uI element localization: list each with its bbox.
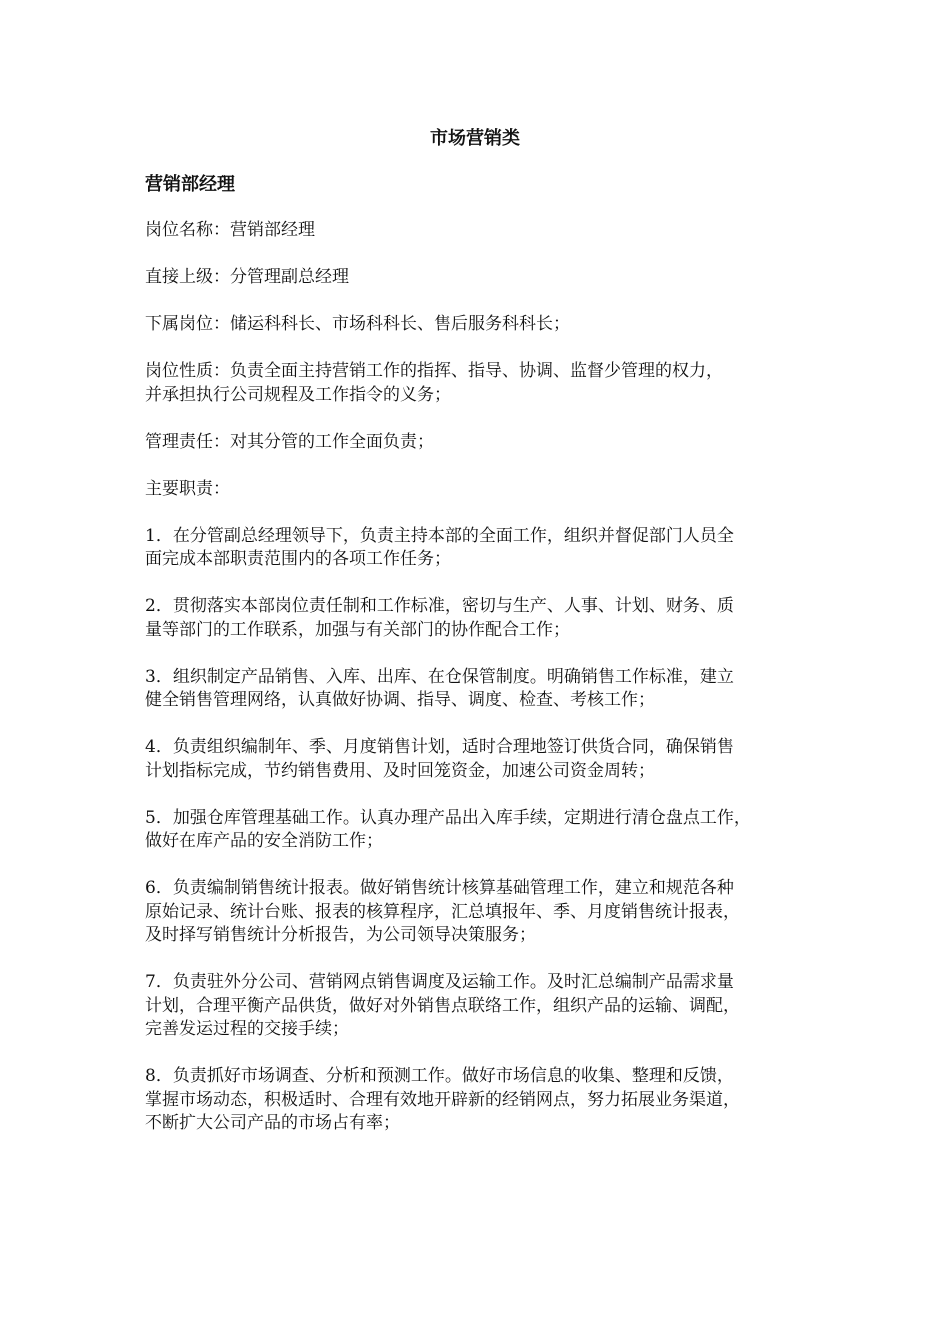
duty-item-line: 7．负责驻外分公司、营销网点销售调度及运输工作。及时汇总编制产品需求量 [145, 972, 734, 992]
position-nature-line-1: 岗位性质：负责全面主持营销工作的指挥、指导、协调、监督少管理的权力， [145, 361, 723, 381]
duty-item-line: 做好在库产品的安全消防工作； [145, 831, 383, 851]
main-duties-label [145, 478, 813, 502]
duty-item-line: 计划，合理平衡产品供货，做好对外销售点联络工作，组织产品的运输、调配， [145, 995, 740, 1016]
management-responsibility-text: 管理责任：对其分管的工作全面负责； [145, 431, 434, 452]
duty-item-3 [145, 666, 813, 713]
position-name-field [145, 219, 813, 243]
duty-item-line: 量等部门的工作联系，加强与有关部门的协作配合工作； [145, 619, 570, 640]
document-title: 市场营销类 [430, 128, 520, 149]
duty-item-2 [145, 595, 813, 642]
duty-item-5 [145, 807, 813, 854]
duty-item-1 [145, 525, 813, 572]
duty-item-line: 不断扩大公司产品的市场占有率； [145, 1113, 400, 1133]
section-heading: 营销部经理 [145, 174, 235, 195]
direct-superior-field [145, 266, 813, 290]
duty-item-line: 及时择写销售统计分析报告，为公司领导决策服务； [145, 925, 536, 945]
duty-item-line: 5．加强仓库管理基础工作。认真办理产品出入库手续，定期进行清仓盘点工作， [145, 807, 751, 828]
duty-item-line: 2．贯彻落实本部岗位责任制和工作标准，密切与生产、人事、计划、财务、质 [145, 596, 734, 616]
duty-item-line: 原始记录、统计台账、报表的核算程序，汇总填报年、季、月度销售统计报表， [145, 901, 740, 922]
position-nature-field [145, 360, 813, 407]
duty-item-line: 1．在分管副总经理领导下，负责主持本部的全面工作，组织并督促部门人员全 [145, 525, 734, 546]
duty-item-line: 4．负责组织编制年、季、月度销售计划，适时合理地签订供货合同，确保销售 [145, 737, 734, 757]
duty-item-line: 8．负责抓好市场调查、分析和预测工作。做好市场信息的收集、整理和反馈， [145, 1066, 734, 1086]
position-name-text: 岗位名称：营销部经理 [145, 220, 315, 240]
subordinates-text: 下属岗位：储运科科长、市场科科长、售后服务科科长； [145, 314, 570, 334]
subordinates-field [145, 313, 813, 337]
management-responsibility-field [145, 431, 813, 455]
duty-item-line: 健全销售管理网络，认真做好协调、指导、调度、检查、考核工作； [145, 690, 655, 710]
direct-superior-text: 直接上级：分管理副总经理 [145, 267, 349, 287]
duty-item-line: 计划指标完成，节约销售费用、及时回笼资金，加速公司资金周转； [145, 760, 655, 781]
duty-item-7 [145, 971, 813, 1042]
duty-item-line: 掌握市场动态，积极适时、合理有效地开辟新的经销网点，努力拓展业务渠道， [145, 1089, 740, 1110]
position-nature-line-2: 并承担执行公司规程及工作指令的义务； [145, 384, 451, 405]
duty-item-8 [145, 1065, 813, 1136]
main-duties-label-text: 主要职责： [145, 478, 230, 499]
document-body [145, 172, 813, 1159]
duty-item-line: 面完成本部职责范围内的各项工作任务； [145, 549, 451, 569]
duty-item-line: 6．负责编制销售统计报表。做好销售统计核算基础管理工作，建立和规范各种 [145, 878, 734, 898]
duty-item-line: 3．组织制定产品销售、入库、出库、在仓保管制度。明确销售工作标准，建立 [145, 666, 734, 687]
duty-item-4 [145, 736, 813, 783]
duty-item-line: 完善发运过程的交接手续； [145, 1019, 349, 1039]
duty-item-6 [145, 877, 813, 948]
